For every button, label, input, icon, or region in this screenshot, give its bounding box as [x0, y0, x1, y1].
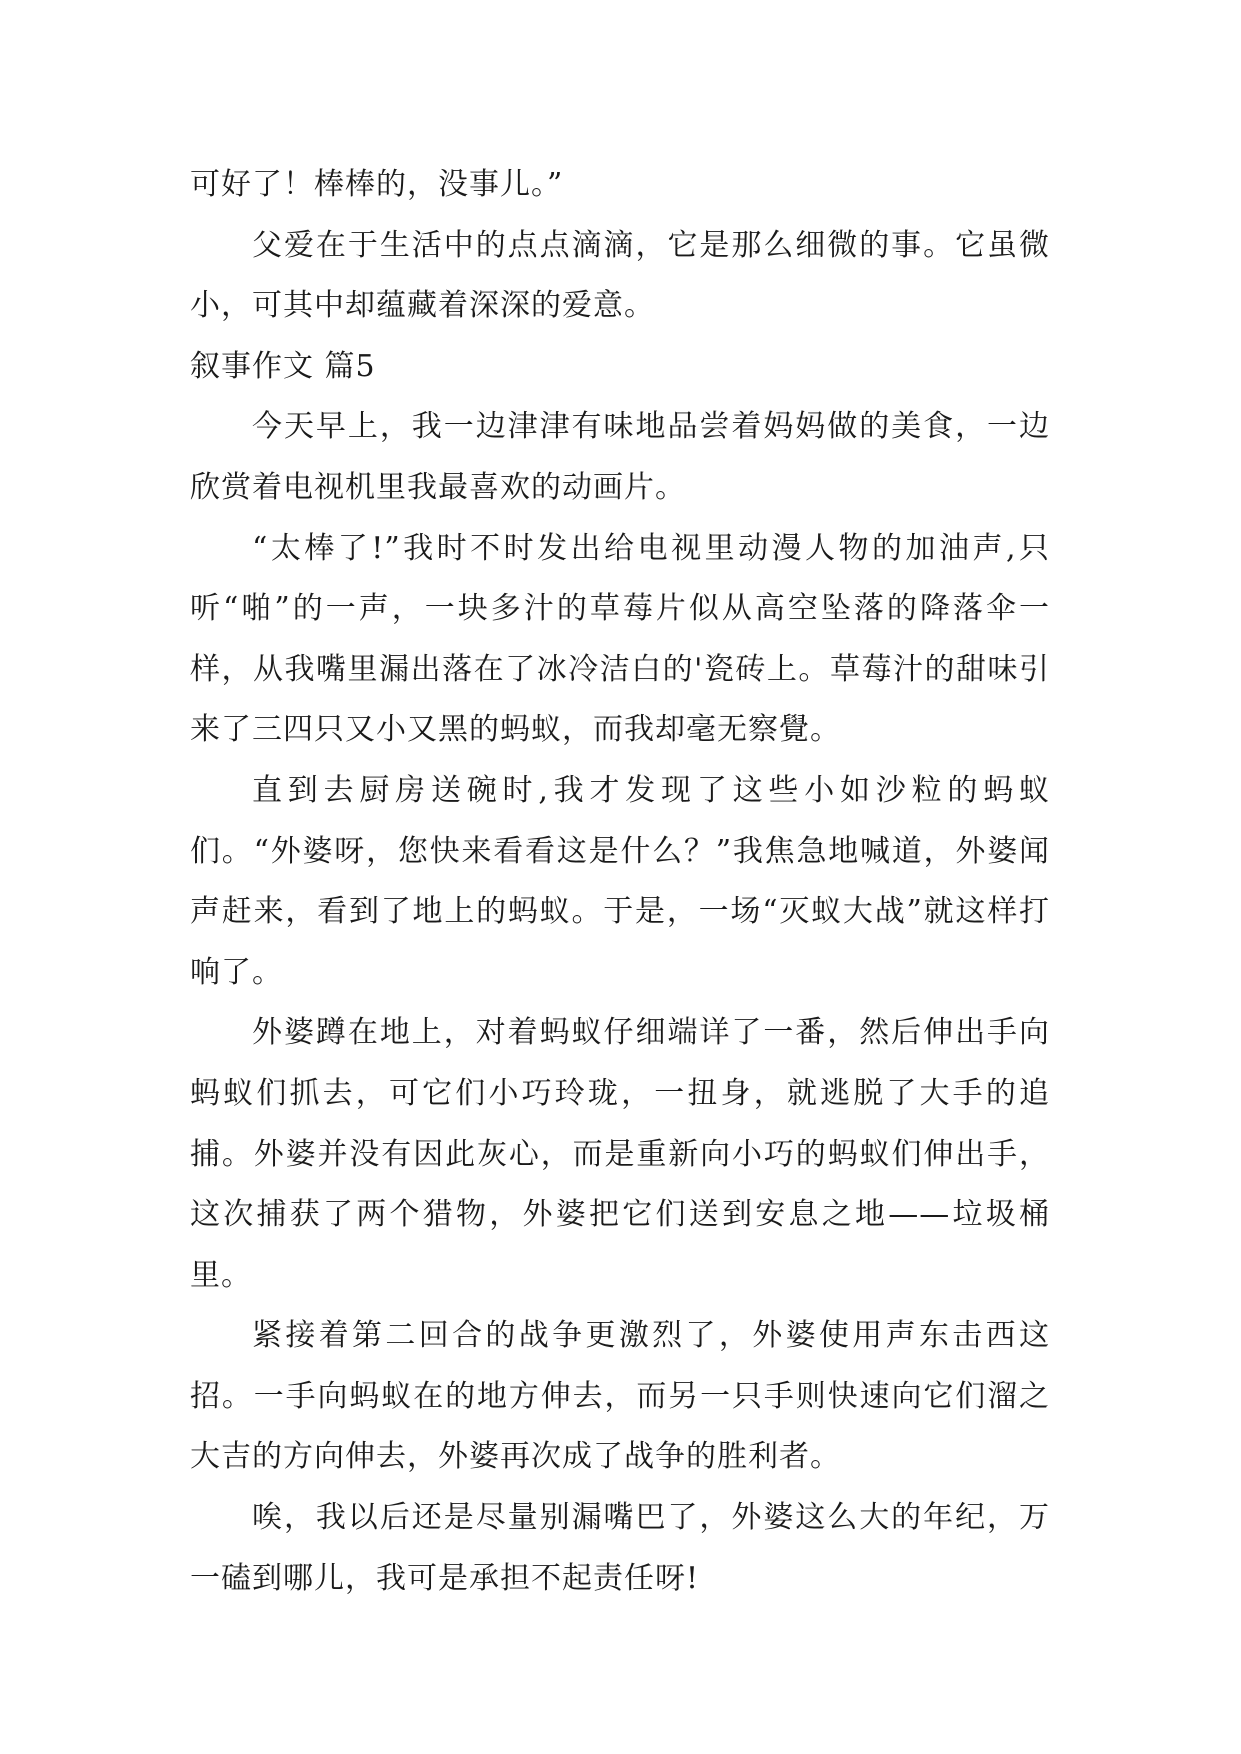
section-heading: 叙事作文 篇5 — [190, 348, 376, 384]
paragraph: 唉，我以后还是尽量别漏嘴巴了，外婆这么大的年纪，万一磕到哪儿，我可是承担不起责任呀! — [190, 1500, 1050, 1596]
paragraph: 父爱在于生活中的点点滴滴，它是那么细微的事。它虽微小，可其中却蕴藏着深深的爱意。 — [190, 227, 1050, 324]
paragraph-continued: 可好了！棒棒的，没事儿。” — [190, 167, 564, 202]
paragraph: “太棒了!”我时不时发出给电视里动漫人物的加油声,只听“啪”的一声，一块多汁的草莓片似从高空坠落的降落伞一样，从我嘴里漏出落在了冰冷洁白的'瓷砖上。草莓汁的甜味引来了三四只又小又黑的蚂蚁，而我却毫无察覺。 — [190, 530, 1050, 748]
paragraph: 外婆蹲在地上，对着蚂蚁仔细端详了一番，然后伸出手向蚂蚁们抓去，可它们小巧玲珑，一扭身，就逃脱了大手的追捕。外婆并没有因此灰心，而是重新向小巧的蚂蚁们伸出手，这次捕获了两个猎物，外婆把它们送到安息之地——垃圾桶里。 — [190, 1015, 1050, 1293]
paragraph: 今天早上，我一边津津有味地品尝着妈妈做的美食，一边欣赏着电视机里我最喜欢的动画片。 — [190, 409, 1050, 505]
paragraph: 紧接着第二回合的战争更激烈了，外婆使用声东击西这招。一手向蚂蚁在的地方伸去，而另一只手则快速向它们溜之大吉的方向伸去，外婆再次成了战争的胜利者。 — [190, 1318, 1050, 1475]
document-body — [190, 155, 1050, 1609]
paragraph: 直到去厨房送碗时,我才发现了这些小如沙粒的蚂蚁们。“外婆呀，您快来看看这是什么？”我焦急地喊道，外婆闻声赶来，看到了地上的蚂蚁。于是，一场“灭蚁大战”就这样打响了。 — [190, 772, 1050, 990]
